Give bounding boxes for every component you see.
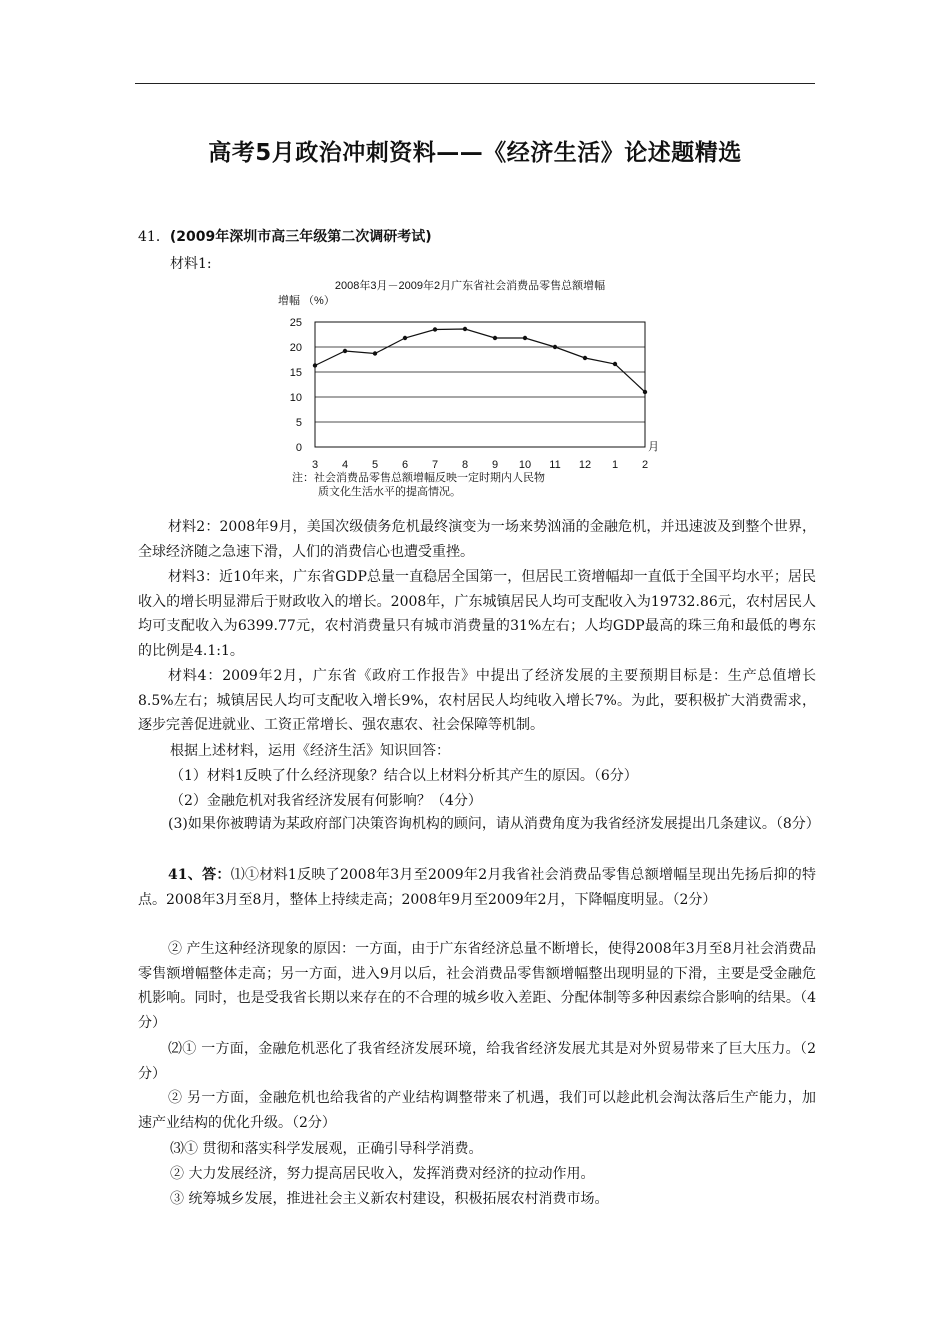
- y-tick-label: 0: [295, 442, 302, 454]
- answer-1-1-text: ⑴①材料1反映了2008年3月至2009年2月我省社会消费品零售总额增幅呈现出先扬后抑的特点。2008年3月至8月，整体上持续走高；2008年9月至2009年2月，下降幅度明显。（2分）: [138, 867, 817, 908]
- x-tick-label: 2: [641, 459, 649, 471]
- material-2: 材料2：2008年9月，美国次级债务危机最终演变为一场来势汹涌的金融危机，并迅速波及到整个世界，全球经济随之急速下滑，人们的消费信心也遭受重挫。: [138, 519, 816, 560]
- y-tick-label: 20: [289, 342, 302, 354]
- data-point: [463, 327, 467, 331]
- y-tick-label: 15: [289, 367, 302, 379]
- answer-2-1: ⑵① 一方面，金融危机恶化了我省经济发展环境，给我省经济发展尤其是对外贸易带来了巨大压力。（2分）: [138, 1041, 816, 1082]
- subquestion-2: （2）金融危机对我省经济发展有何影响？（4分）: [170, 793, 482, 809]
- question-source: (2009年深圳市高三年级第二次调研考试): [169, 229, 432, 245]
- data-point: [583, 356, 587, 360]
- x-tick-label: 12: [578, 459, 592, 471]
- retail-growth-chart: [270, 276, 690, 506]
- x-tick-label: 6: [401, 459, 409, 471]
- subquestion-3: (3)如果你被聘请为某政府部门决策咨询机构的顾问，请从消费角度为我省经济发展提出几条建议。（8分）: [168, 816, 820, 832]
- plot-frame: [315, 322, 645, 447]
- answer-1-2: ② 产生这种经济现象的原因：一方面，由于广东省经济总量不断增长，使得2008年3月至8月社会消费品零售额增幅整体走高；另一方面，进入9月以后，社会消费品零售额增幅整出现明显的下滑，主要是受金融危机影响。同时，也是受我省长期以来存在的不合理的城乡收入差距、分配体制等多种因素综合影响的结果。（4分）: [138, 941, 816, 1032]
- series-line: [315, 329, 645, 392]
- x-tick-label: 1: [611, 459, 619, 471]
- chart-y-ticks: [290, 317, 302, 454]
- page-title: 高考5月政治冲刺资料——《经济生活》论述题精选: [208, 140, 742, 166]
- x-tick-label: 5: [371, 459, 379, 471]
- header-rule: [135, 83, 815, 84]
- data-point: [493, 336, 497, 340]
- material1-label: 材料1:: [170, 256, 212, 272]
- chart-note-line2: 质文化生活水平的提高情况。: [318, 485, 461, 498]
- chart-x-ticks: [312, 459, 648, 471]
- answer-1-1: [138, 863, 816, 912]
- data-point: [313, 363, 317, 367]
- answer-label: 41、答：: [168, 867, 231, 883]
- data-point: [523, 336, 527, 340]
- x-tick-label: 9: [491, 459, 499, 471]
- y-tick-label: 25: [289, 317, 302, 329]
- answer-3-1: ⑶① 贯彻和落实科学发展观，正确引导科学消费。: [170, 1141, 483, 1157]
- material-4: 材料4：2009年2月，广东省《政府工作报告》中提出了经济发展的主要预期目标是：生产总值增长8.5%左右；城镇居民人均可支配收入增长9%，农村居民人均纯收入增长7%。为此，要积极扩大消费需求，逐步完善促进就业、工资正常增长、强农惠农、社会保障等机制。: [138, 668, 816, 734]
- x-tick-label: 4: [341, 459, 349, 471]
- data-point: [613, 362, 617, 366]
- material-3: 材料3：近10年来，广东省GDP总量一直稳居全国第一，但居民工资增幅却一直低于全国平均水平；居民收入的增长明显滞后于财政收入的增长。2008年，广东城镇居民人均可支配收入为19732.86元，农村居民人均可支配收入为6399.77元，农村消费量只有城市消费量的31%左右；人均GDP最高的珠三角和最低的粤东的比例是4.1:1。: [138, 569, 816, 660]
- x-tick-label: 3: [311, 459, 319, 471]
- chart-ylabel: 增幅 （%）: [278, 295, 335, 307]
- chart-xlabel: 月: [648, 441, 659, 453]
- data-point: [553, 345, 557, 349]
- chart-title: 2008年3月－2009年2月广东省社会消费品零售总额增幅: [334, 280, 606, 292]
- instruction: 根据上述材料，运用《经济生活》知识回答：: [170, 743, 450, 759]
- x-tick-label: 7: [431, 459, 439, 471]
- answer-2-2: ② 另一方面，金融危机也给我省的产业结构调整带来了机遇，我们可以趁此机会淘汰落后生产能力，加速产业结构的优化升级。（2分）: [138, 1090, 816, 1131]
- data-point: [643, 390, 647, 394]
- x-tick-label: 8: [461, 459, 469, 471]
- x-tick-label: 11: [549, 459, 561, 471]
- chart-note-line1: 注：社会消费品零售总额增幅反映一定时期内人民物: [292, 471, 545, 484]
- answer-3-2: ② 大力发展经济，努力提高居民收入，发挥消费对经济的拉动作用。: [170, 1166, 595, 1182]
- y-tick-label: 5: [295, 417, 302, 429]
- subquestion-1: （1）材料1反映了什么经济现象？结合以上材料分析其产生的原因。（6分）: [170, 768, 638, 784]
- data-point: [433, 327, 437, 331]
- data-point: [403, 336, 407, 340]
- question-number: 41．: [138, 229, 170, 245]
- data-point: [373, 351, 377, 355]
- answer-3-3: ③ 统筹城乡发展，推进社会主义新农村建设，积极拓展农村消费市场。: [170, 1191, 609, 1207]
- question-heading: [138, 226, 432, 246]
- y-tick-label: 10: [289, 392, 302, 404]
- x-tick-label: 10: [518, 459, 532, 471]
- chart-grid: [315, 322, 645, 447]
- data-point: [343, 349, 347, 353]
